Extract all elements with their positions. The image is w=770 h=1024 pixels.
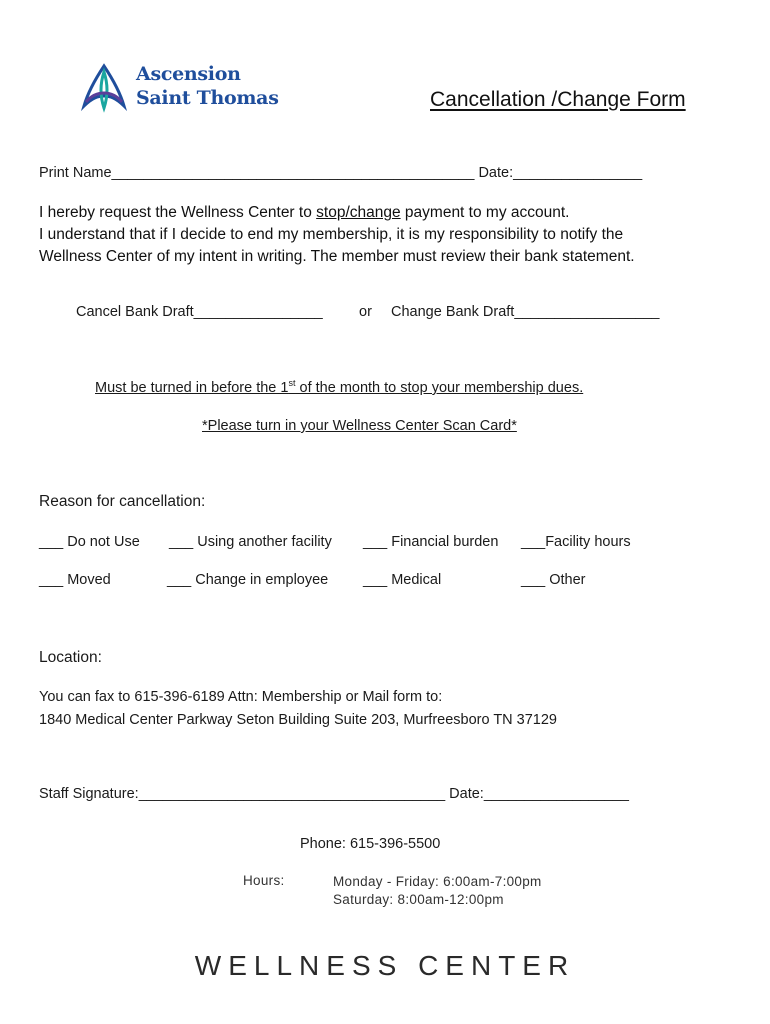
reason-another-facility[interactable]: ___ Using another facility [169, 534, 332, 550]
request-paragraph [39, 202, 739, 268]
cancel-bank-draft-blank[interactable]: ________________ [193, 304, 323, 320]
wellness-center-wordmark: WELLNESS CENTER [194, 950, 576, 981]
hours-values [333, 873, 542, 909]
logo-line-ascension: Ascension [136, 63, 241, 85]
logo-line-saint-thomas: Saint Thomas [136, 87, 279, 109]
deadline-sup: st [288, 378, 296, 388]
reason-do-not-use[interactable]: ___ Do not Use [39, 534, 140, 550]
change-bank-draft-label: Change Bank Draft [391, 304, 515, 320]
request-line2: I understand that if I decide to end my membership, it is my responsibility to notify the [39, 226, 624, 243]
deadline-post: of the month to stop your membership dues. [295, 379, 584, 396]
change-bank-draft-blank[interactable]: __________________ [514, 304, 660, 320]
ascension-logo [78, 62, 298, 114]
hours-label: Hours: [243, 873, 285, 888]
ascension-cross-icon [78, 62, 130, 114]
date-blank[interactable]: ________________ [513, 165, 643, 181]
reason-financial-burden[interactable]: ___ Financial burden [363, 534, 499, 550]
date-label: Date: [478, 165, 514, 181]
address-line: 1840 Medical Center Parkway Seton Building Suite 203, Murfreesboro TN 37129 [39, 712, 557, 728]
phone-number: Phone: 615-396-5500 [300, 836, 441, 852]
reason-other[interactable]: ___ Other [521, 572, 586, 588]
hours-weekday: Monday - Friday: 6:00am-7:00pm [333, 874, 542, 889]
stop-change-underlined: stop/change [316, 204, 401, 221]
location-label: Location: [39, 649, 102, 666]
deadline-pre: Must be turned in before the 1 [95, 379, 289, 396]
cancel-bank-draft-row [76, 304, 323, 320]
fax-line: You can fax to 615-396-6189 Attn: Membership or Mail form to: [39, 689, 443, 705]
staff-date-label: Date: [449, 786, 484, 802]
reason-facility-hours[interactable]: ___Facility hours [521, 534, 631, 550]
location-details [39, 686, 557, 732]
staff-signature-blank[interactable]: ______________________________________ [138, 786, 446, 802]
form-title: Cancellation /Change Form [430, 88, 686, 111]
reason-change-employee[interactable]: ___ Change in employee [167, 572, 329, 588]
change-bank-draft-row [391, 304, 659, 320]
reason-label: Reason for cancellation: [39, 493, 206, 510]
request-line1-post: payment to my account. [400, 204, 570, 221]
print-name-row [39, 165, 642, 181]
staff-signature-row [39, 786, 629, 802]
print-name-label: Print Name [39, 165, 112, 181]
or-text: or [359, 304, 372, 320]
request-line1-pre: I hereby request the Wellness Center to [39, 204, 317, 221]
staff-signature-label: Staff Signature: [39, 786, 139, 802]
staff-date-blank[interactable]: __________________ [483, 786, 629, 802]
scan-card-notice: *Please turn in your Wellness Center Scan Card* [202, 418, 517, 434]
reason-moved[interactable]: ___ Moved [39, 572, 111, 588]
cancel-bank-draft-label: Cancel Bank Draft [76, 304, 194, 320]
request-line3: Wellness Center of my intent in writing. The member must review their bank statement. [39, 248, 635, 265]
hours-saturday: Saturday: 8:00am-12:00pm [333, 892, 504, 907]
deadline-notice [95, 378, 583, 396]
print-name-blank[interactable]: _____________________________________________ [111, 165, 475, 181]
reason-medical[interactable]: ___ Medical [363, 572, 442, 588]
